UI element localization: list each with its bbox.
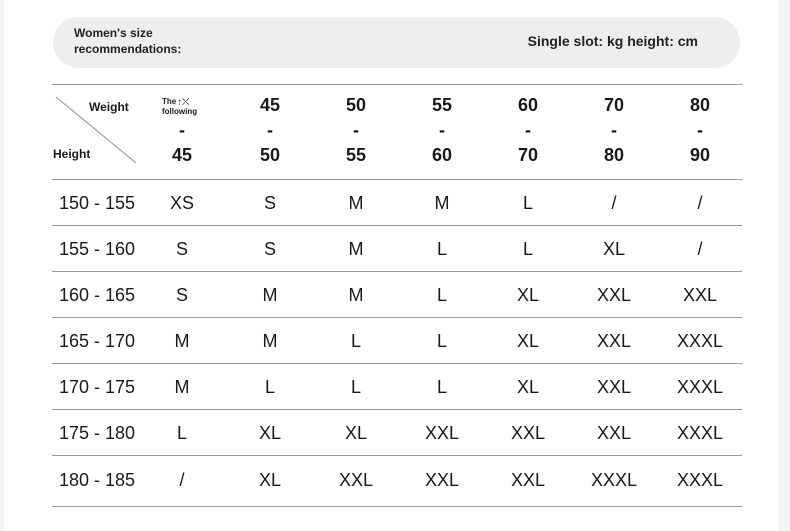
size-cell: M <box>174 331 190 351</box>
size-cell: M <box>348 239 364 259</box>
under-45-label-line-2: following <box>162 107 198 116</box>
weight-header-top: 80 <box>689 95 711 115</box>
size-cell: M <box>262 285 278 305</box>
size-cell: S <box>175 239 188 259</box>
height-range-cell: 160 - 165 <box>59 285 136 305</box>
size-cell: XXXL <box>676 377 724 397</box>
size-cell: L <box>436 331 447 351</box>
size-cell: L <box>176 423 187 443</box>
table-row <box>52 318 742 364</box>
weight-header-60-70 <box>485 85 571 180</box>
size-cell: XXL <box>510 470 546 490</box>
weight-header-55-60 <box>399 85 485 180</box>
size-cell: / <box>697 239 703 259</box>
size-cell: XL <box>516 331 540 351</box>
table-row <box>52 180 742 226</box>
height-axis-label: Height <box>53 147 91 161</box>
weight-header-bottom: 70 <box>517 145 539 165</box>
size-cell: M <box>262 331 278 351</box>
weight-header-top: 45 <box>259 95 281 115</box>
size-cell: M <box>348 285 364 305</box>
size-cell: XXL <box>338 470 374 490</box>
size-cell: XXXL <box>676 470 724 490</box>
person-size-icon: ↑⛌ <box>177 97 190 108</box>
size-chart-sheet <box>4 0 778 531</box>
size-cell: XS <box>169 193 194 213</box>
weight-header-under-45 <box>137 85 227 179</box>
table-row <box>52 410 742 456</box>
size-table <box>52 84 742 507</box>
size-cell: M <box>348 193 364 213</box>
height-range-cell: 180 - 185 <box>59 470 136 490</box>
weight-header-50-55 <box>313 85 399 180</box>
weight-header-top: 55 <box>431 95 453 115</box>
table-row <box>52 226 742 272</box>
size-cell: L <box>350 377 361 397</box>
weight-header-bottom: 50 <box>259 145 281 165</box>
height-range-cell: 175 - 180 <box>59 423 136 443</box>
banner-units-note: Single slot: kg height: cm <box>527 33 698 49</box>
height-range-cell: 165 - 170 <box>59 331 136 351</box>
height-range-cell: 170 - 175 <box>59 377 136 397</box>
weight-axis-label: Weight <box>89 100 129 114</box>
corner-header-cell <box>52 85 137 179</box>
weight-header-dash: - <box>353 120 359 140</box>
height-range-cell: 150 - 155 <box>59 193 136 213</box>
size-cell: L <box>522 239 533 259</box>
size-cell: / <box>179 470 185 490</box>
size-cell: S <box>175 285 188 305</box>
weight-header-top: 70 <box>603 95 625 115</box>
weight-header-bottom: 80 <box>603 145 625 165</box>
size-cell: L <box>436 285 447 305</box>
size-cell: M <box>434 193 450 213</box>
table-row <box>52 456 742 507</box>
table-header-row <box>52 85 742 180</box>
weight-header-dash: - <box>439 120 445 140</box>
size-cell: XL <box>516 377 540 397</box>
size-cell: XL <box>258 423 282 443</box>
size-cell: XXXL <box>590 470 638 490</box>
weight-header-bottom: 55 <box>345 145 367 165</box>
size-cell: XL <box>516 285 540 305</box>
size-cell: L <box>522 193 533 213</box>
size-cell: S <box>263 239 276 259</box>
size-cell: / <box>611 193 617 213</box>
size-cell: L <box>350 331 361 351</box>
size-cell: XXL <box>596 377 632 397</box>
weight-header-70-80 <box>571 85 657 180</box>
weight-header-bottom: 60 <box>431 145 453 165</box>
table-row <box>52 364 742 410</box>
table-row <box>52 272 742 318</box>
size-cell: XXL <box>596 331 632 351</box>
size-chart-banner <box>53 17 740 68</box>
weight-header-dash: - <box>525 120 531 140</box>
size-cell: XL <box>258 470 282 490</box>
under-45-label-line-1: The <box>162 97 177 106</box>
size-cell: M <box>174 377 190 397</box>
weight-header-80-90 <box>657 85 743 180</box>
weight-header-dash: - <box>179 120 185 140</box>
size-cell: XXL <box>596 285 632 305</box>
weight-header-45-50 <box>227 85 313 180</box>
height-range-cell: 155 - 160 <box>59 239 136 259</box>
size-cell: L <box>264 377 275 397</box>
weight-header-dash: - <box>697 120 703 140</box>
weight-header-top: 50 <box>345 95 367 115</box>
weight-header-top: 60 <box>517 95 539 115</box>
size-cell: XXXL <box>676 331 724 351</box>
size-cell: XXL <box>424 470 460 490</box>
banner-title: Women's size recommendations: <box>74 26 182 56</box>
weight-header-dash: - <box>267 120 273 140</box>
size-cell: XL <box>602 239 626 259</box>
size-cell: XL <box>344 423 368 443</box>
size-cell: XXL <box>424 423 460 443</box>
size-cell: L <box>436 377 447 397</box>
weight-header-bottom: 45 <box>171 145 193 165</box>
size-cell: XXL <box>510 423 546 443</box>
weight-header-dash: - <box>611 120 617 140</box>
size-cell: XXL <box>596 423 632 443</box>
size-cell: XXXL <box>676 423 724 443</box>
size-cell: L <box>436 239 447 259</box>
size-cell: S <box>263 193 276 213</box>
size-cell: XXL <box>682 285 718 305</box>
weight-header-bottom: 90 <box>689 145 711 165</box>
size-cell: / <box>697 193 703 213</box>
